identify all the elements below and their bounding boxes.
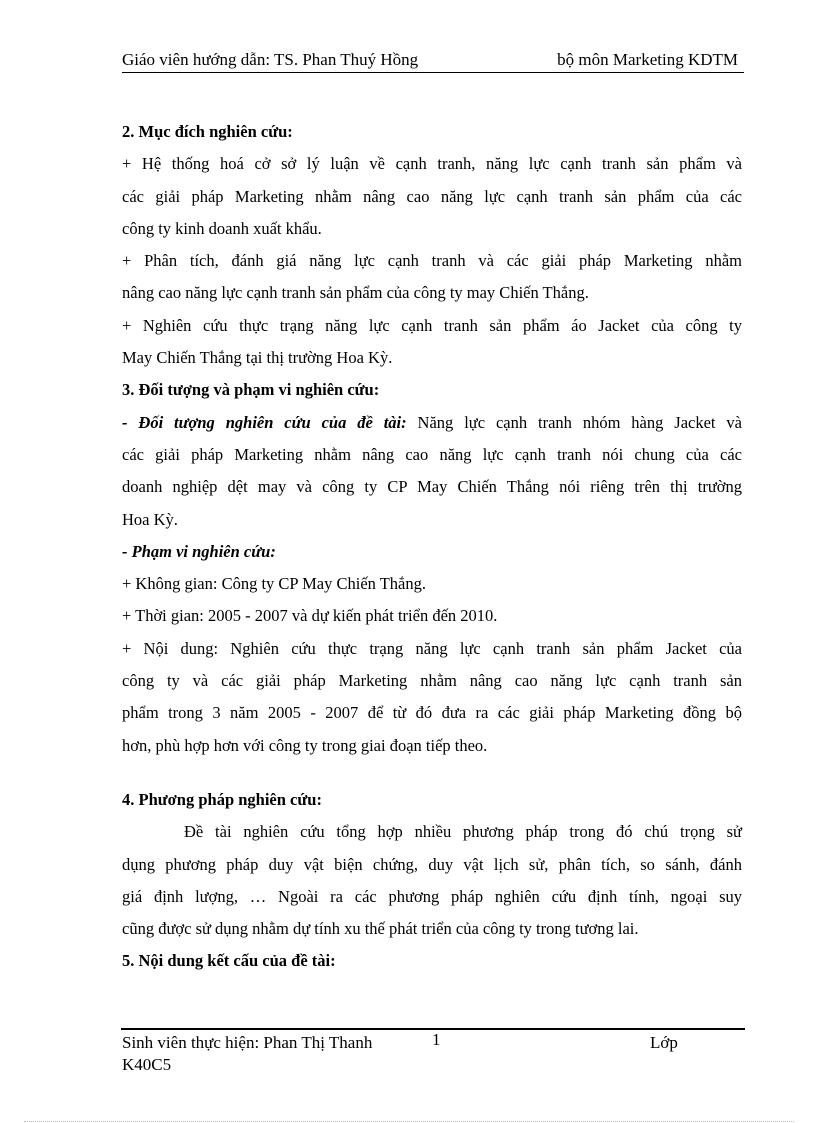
scope-time: + Thời gian: 2005 - 2007 và dự kiến phát triển đến 2010. xyxy=(122,606,498,626)
object-label: - Đối tượng nghiên cứu của đề tài: xyxy=(122,412,407,432)
section-4-line-1: Đề tài nghiên cứu tổng hợp nhiều phương pháp trong đó chú trọng sử xyxy=(184,822,742,842)
object-paragraph-line-3: doanh nghiệp dệt may và công ty CP May Chiến Thắng nói riêng trên thị trường xyxy=(122,477,742,497)
object-paragraph-line-1 xyxy=(122,407,742,439)
scope-content-line-1: + Nội dung: Nghiên cứu thực trạng năng lực cạnh tranh sản phẩm Jacket của xyxy=(122,638,742,658)
scope-label: - Phạm vi nghiên cứu: xyxy=(122,541,276,561)
section-3-title: 3. Đối tượng và phạm vi nghiên cứu: xyxy=(122,380,380,400)
section-2-item-1-line-1: + Hệ thống hoá cở sở lý luận về cạnh tranh, năng lực cạnh tranh sản phẩm và xyxy=(122,154,742,174)
document-body xyxy=(122,116,742,978)
section-2-item-2-line-2: nâng cao năng lực cạnh tranh sản phẩm của công ty may Chiến Thắng. xyxy=(122,283,589,303)
scope-content-line-3: phẩm trong 3 năm 2005 - 2007 để từ đó đưa ra các giải pháp Marketing đồng bộ xyxy=(122,703,742,723)
footer-class: K40C5 xyxy=(122,1055,172,1074)
object-text: Năng lực cạnh tranh nhóm hàng Jacket và xyxy=(406,412,742,432)
section-2-item-1-line-2: các giải pháp Marketing nhằm nâng cao năng lực cạnh tranh sản phẩm của các xyxy=(122,186,742,206)
section-4-line-2: dụng phương pháp duy vật biện chứng, duy vật lịch sử, phân tích, so sánh, đánh xyxy=(122,854,742,874)
footer-student: Sinh viên thực hiện: Phan Thị Thanh xyxy=(122,1033,373,1052)
page-header xyxy=(122,50,744,73)
section-2-item-3-line-1: + Nghiên cứu thực trạng năng lực cạnh tranh sản phẩm áo Jacket của công ty xyxy=(122,315,742,335)
footer-class-label: Lớp xyxy=(650,1033,678,1052)
section-4-line-4: cũng được sử dụng nhằm dự tính xu thế phát triển của công ty trong tương lai. xyxy=(122,919,639,939)
scope-content-line-4: hơn, phù hợp hơn với công ty trong giai đoạn tiếp theo. xyxy=(122,735,488,755)
object-paragraph-line-4: Hoa Kỳ. xyxy=(122,509,178,529)
supervisor-text: Giáo viên hướng dẫn: TS. Phan Thuý Hồng xyxy=(122,50,419,69)
section-4-title: 4. Phương pháp nghiên cứu: xyxy=(122,789,322,809)
spacer xyxy=(122,762,742,784)
object-paragraph-line-2: các giải pháp Marketing nhằm nâng cao năng lực cạnh tranh nói chung của các xyxy=(122,444,742,464)
page-edge xyxy=(24,1121,794,1122)
section-2-item-1-line-3: công ty kinh doanh xuất khẩu. xyxy=(122,218,322,238)
section-4-line-3: giá định lượng, … Ngoài ra các phương pháp nghiên cứu định tính, ngoại suy xyxy=(122,886,742,906)
section-2-item-2-line-1: + Phân tích, đánh giá năng lực cạnh tranh và các giải pháp Marketing nhằm xyxy=(122,251,742,271)
section-5-title: 5. Nội dung kết cấu của đề tài: xyxy=(122,951,336,971)
section-2-title: 2. Mục đích nghiên cứu: xyxy=(122,122,293,141)
department-text: bộ môn Marketing KDTM xyxy=(557,50,738,69)
scope-content-line-2: công ty và các giải pháp Marketing nhằm nâng cao năng lực cạnh tranh sản xyxy=(122,671,742,691)
scope-space: + Không gian: Công ty CP May Chiến Thắng. xyxy=(122,574,427,594)
section-2-item-3-line-2: May Chiến Thắng tại thị trường Hoa Kỳ. xyxy=(122,348,393,368)
page-number: 1 xyxy=(432,1030,441,1049)
